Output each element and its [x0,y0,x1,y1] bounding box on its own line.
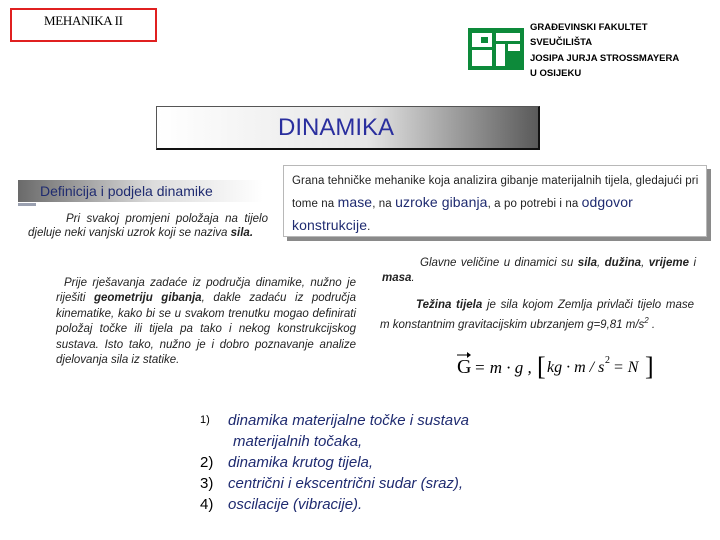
paragraph-part: Glavne veličine u dinamici su [420,257,578,269]
weight-term: Težina tijela [416,299,483,311]
superscript: 2 [644,316,649,326]
weight-formula [455,348,655,382]
formula-lhs: G [457,356,472,378]
course-label: MEHANIKA II [44,13,123,28]
list-item [200,473,560,494]
list-text-continuation: materijalnih točaka, [233,433,363,450]
faculty-line: SVEUČILIŠTA [530,37,593,49]
definition-part: , na [372,198,396,210]
paragraph-part: , [596,257,605,269]
page-title: DINAMIKA [278,114,395,141]
dynamics-division-list [200,410,560,515]
definition-part: , a po potrebi i na [487,198,582,210]
formula-unit-sup: 2 [605,355,610,366]
faculty-logo-icon [468,28,524,70]
definition-text [292,171,702,238]
list-text: dinamika materijalne točke i sustava [228,412,469,429]
list-number: 4) [200,496,214,513]
faculty-line: JOSIPA JURJA STROSSMAYERA [530,52,680,64]
list-item [200,452,560,473]
list-number: 1) [200,414,210,426]
definition-part: Grana tehničke mehanike koja analizira gibanje materijalnih tijela, gledajući pri tome na [292,175,699,210]
list-text: oscilacije (vibracije). [228,496,363,513]
intro-text [28,213,268,240]
faculty-line: GRAĐEVINSKI FAKULTET [530,22,648,33]
list-number: 2) [200,454,214,471]
definition-highlight: uzroke gibanja [395,194,488,210]
quantity-term: vrijeme [648,257,689,269]
bracket-open: [ [537,352,546,381]
definition-highlight: odgovor konstrukcije [292,194,633,233]
section-subtitle: Definicija i podjela dinamike [40,183,213,199]
definition-highlight: mase [337,194,373,210]
weight-paragraph [380,298,694,333]
subtitle-bar-marker [18,203,36,206]
list-text: centrični i ekscentrični sudar (sraz), [228,475,464,492]
paragraph-bold-term: geometriju gibanja [93,292,202,305]
kinematics-paragraph [56,276,356,368]
paragraph-part: je sila kojom Zemlja privlači tijelo mase m konstantnim gravitacijskim ubrzanjem g=9,81 m/s [380,299,695,332]
paragraph-part: , dakle zadaću iz područja kinematike, kako bi se u svakom trenutku mogao definirati položaj točke ili tijela pa tako i nekog konstrukcijskog sustava. Isto tako, nužno je i dobro poznavanje analize djelovanja sila iz statike. [56,292,356,367]
intro-bold-term: sila. [230,226,254,239]
formula-rhs: = m · g , [474,358,532,377]
list-number: 3) [200,475,214,492]
list-item [200,494,560,515]
paragraph-part: i [689,257,697,269]
intro-sentence: Pri svakoj promjeni položaja na tijelo djeluje neki vanjski uzrok koji se naziva [28,213,268,239]
formula-unit-end: = N [613,359,639,376]
quantity-term: sila [577,257,597,269]
paragraph-part: . [648,319,656,332]
paragraph-part: , [641,257,649,269]
quantity-term: masa [382,272,412,285]
paragraph-part: . [411,272,415,285]
quantity-term: dužina [604,257,642,269]
list-item [200,410,560,452]
definition-part: . [367,221,371,233]
formula-unit: kg · m / s [547,359,605,376]
bracket-close: ] [645,352,654,381]
quantities-paragraph [382,256,696,286]
list-text: dinamika krutog tijela, [228,454,374,471]
faculty-name [530,20,679,81]
paragraph-part: Prije rješavanja zadaće iz područja dinamike, nužno je riješiti [56,277,356,305]
faculty-line: U OSIJEKU [530,67,582,79]
